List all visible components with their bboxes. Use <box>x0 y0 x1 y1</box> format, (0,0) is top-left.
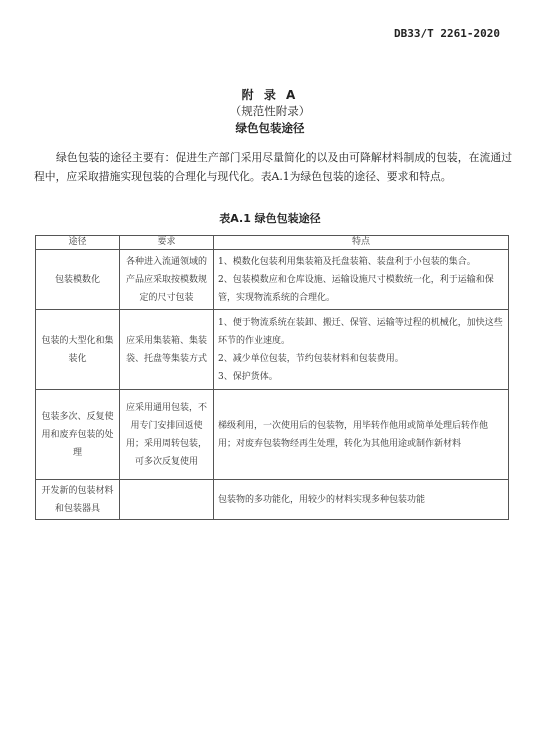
table-row <box>36 480 509 520</box>
cell-path: 开发新的包装材料和包装器具 <box>36 480 120 520</box>
appendix-subtitle: （规范性附录） <box>229 104 311 118</box>
cell-path: 包装的大型化和集装化 <box>36 310 120 390</box>
table-row <box>36 310 509 390</box>
header-requirement: 要求 <box>120 236 214 250</box>
header-features: 特点 <box>214 236 509 250</box>
header-path: 途径 <box>36 236 120 250</box>
appendix-title: 附 录 A <box>241 88 299 102</box>
feature-line: 1、便于物流系统在装卸、搬迁、保管、运输等过程的机械化，加快这些环节的作业速度。 <box>218 317 503 346</box>
cell-path: 包装模数化 <box>36 250 120 310</box>
table-caption: 表A.1 绿色包装途径 <box>219 212 321 225</box>
table-row <box>36 390 509 480</box>
intro-paragraph: 绿色包装的途径主要有：促进生产部门采用尽量简化的以及由可降解材料制成的包装，在流通过程中，应采取措施实现包装的合理化与现代化。表A.1为绿色包装的途径、要求和特点。 <box>34 151 512 183</box>
feature-line: 包装物的多功能化，用较少的材料实现多种包装功能 <box>218 494 426 505</box>
cell-features <box>214 250 509 310</box>
cell-requirement <box>120 480 214 520</box>
cell-requirement: 应采用通用包装，不用专门安排回返使用；采用周转包装，可多次反复使用 <box>120 390 214 480</box>
cell-features <box>214 480 509 520</box>
table-header-row <box>36 236 509 250</box>
document-code: DB33/T 2261-2020 <box>394 27 500 40</box>
cell-requirement: 各种进入流通领域的产品应采取按模数规定的尺寸包装 <box>120 250 214 310</box>
cell-features <box>214 310 509 390</box>
feature-line: 1、模数化包装利用集装箱及托盘装箱、装盘利于小包装的集合。 <box>218 256 476 267</box>
cell-path: 包装多次、反复使用和废弃包装的处理 <box>36 390 120 480</box>
feature-line: 2、减少单位包装，节约包装材料和包装费用。 <box>218 353 404 364</box>
cell-features <box>214 390 509 480</box>
feature-line: 2、包装模数应和仓库设施、运输设施尺寸模数统一化，利于运输和保管，实现物流系统的合理化。 <box>218 274 494 303</box>
feature-line: 3、保护货体。 <box>218 371 278 382</box>
table-row <box>36 250 509 310</box>
cell-requirement: 应采用集装箱、集装袋、托盘等集装方式 <box>120 310 214 390</box>
appendix-heading: 绿色包装途径 <box>235 121 305 135</box>
green-packaging-table <box>35 235 509 520</box>
feature-line: 梯级利用，一次使用后的包装物，用毕转作他用或简单处理后转作他用；对废弃包装物经再生处理，转化为其他用途或制作新材料 <box>218 420 489 449</box>
